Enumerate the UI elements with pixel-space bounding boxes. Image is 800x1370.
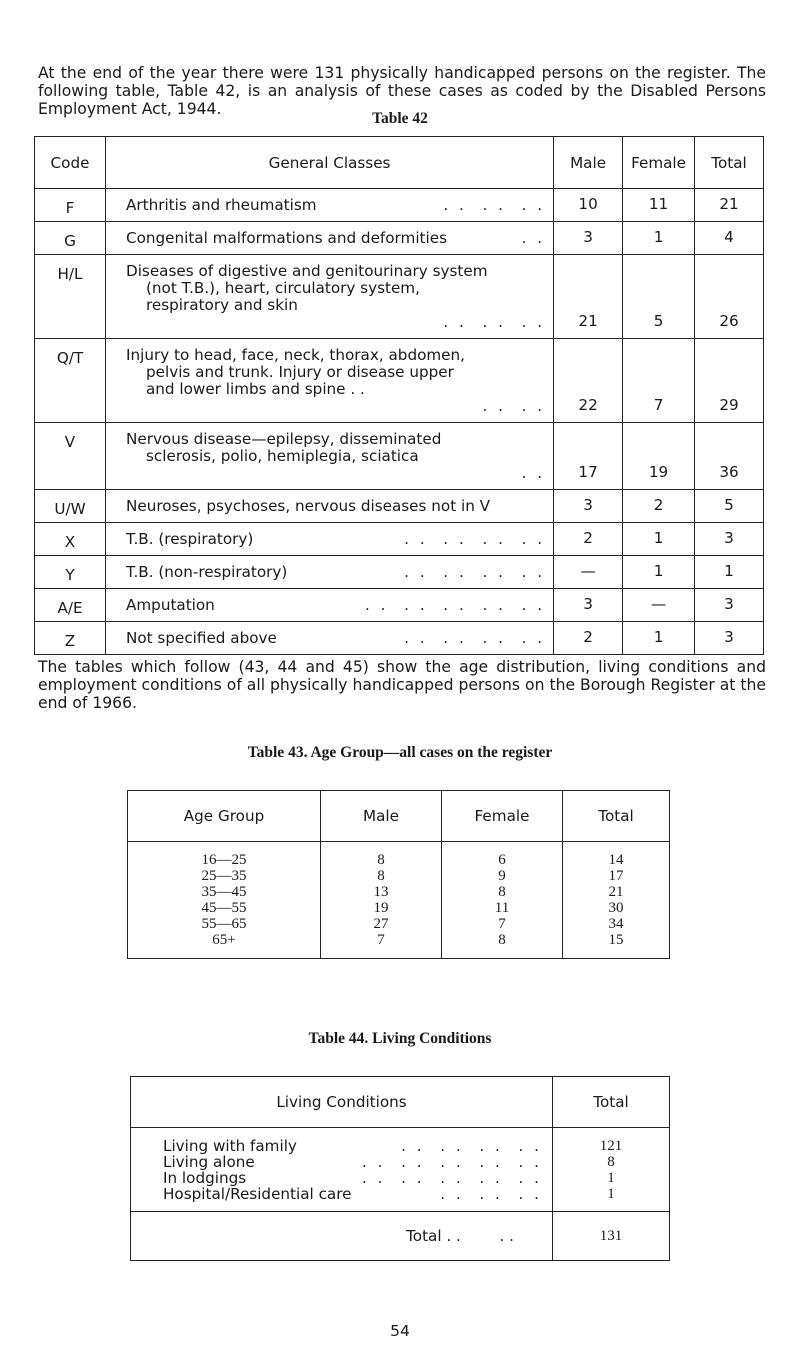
row-code: F	[35, 189, 106, 222]
col-header-general-classes: General Classes	[106, 137, 554, 189]
leader-dots: . . . . . . . . . .	[365, 596, 546, 614]
living-condition-cell	[131, 1170, 553, 1186]
leader-dots: . . . . . . . .	[401, 1137, 542, 1155]
total-cell: 34	[563, 916, 670, 932]
row-male: 22	[554, 339, 623, 423]
second-paragraph: The tables which follow (43, 44 and 45) show the age distribution, living conditions and employment conditions of all physically handicapped persons on the Borough Register at the end of 1966.	[38, 658, 766, 712]
leader-dots: . . . . . . . .	[404, 530, 546, 548]
row-general-class	[106, 423, 554, 490]
table42-header-row	[35, 137, 764, 189]
row-total: 3	[695, 523, 764, 556]
row-total: 26	[695, 255, 764, 339]
row-female: —	[623, 589, 695, 622]
row-code: Q/T	[35, 339, 106, 423]
age-group-cell: 45—55	[128, 900, 321, 916]
row-code: V	[35, 423, 106, 490]
table-row	[131, 1128, 670, 1155]
row-total: 29	[695, 339, 764, 423]
age-group-cell: 25—35	[128, 868, 321, 884]
leader-dots: . . . . . .	[440, 1185, 542, 1203]
row-total: 4	[695, 222, 764, 255]
table-row	[35, 339, 764, 423]
leader-dots: . .	[521, 464, 546, 482]
living-condition-label: Hospital/Residential care	[163, 1185, 352, 1203]
total-value: 131	[553, 1212, 670, 1261]
table-row	[35, 222, 764, 255]
class-text-line: pelvis and trunk. Injury or disease upper	[146, 363, 454, 381]
row-male: —	[554, 556, 623, 589]
class-text-line: respiratory and skin	[146, 296, 298, 314]
table-row	[35, 423, 764, 490]
living-condition-cell	[131, 1128, 553, 1155]
table-row	[128, 868, 670, 884]
row-male: 21	[554, 255, 623, 339]
col-header-age-group: Age Group	[128, 791, 321, 842]
class-text-line: Nervous disease—epilepsy, disseminated	[126, 430, 442, 448]
age-group-cell: 16—25	[128, 842, 321, 869]
row-code: U/W	[35, 490, 106, 523]
table-row	[131, 1154, 670, 1170]
leader-dots: . . . .	[482, 397, 546, 415]
row-female: 1	[623, 523, 695, 556]
table-row	[35, 523, 764, 556]
row-total: 21	[695, 189, 764, 222]
class-text-line: Diseases of digestive and genitourinary system	[126, 262, 488, 280]
row-male: 2	[554, 622, 623, 655]
living-condition-cell	[131, 1154, 553, 1170]
col-header-code: Code	[35, 137, 106, 189]
row-male: 3	[554, 589, 623, 622]
intro-paragraph: At the end of the year there were 131 physically handicapped persons on the register. The following table, Table 42, is an analysis of these cases as coded by the Disabled Persons Employment Act, 1944.	[38, 64, 766, 118]
total-cell: 30	[563, 900, 670, 916]
total-cell: 14	[563, 842, 670, 869]
table-row	[35, 589, 764, 622]
living-condition-cell	[131, 1186, 553, 1212]
table-42	[34, 136, 764, 655]
row-male: 10	[554, 189, 623, 222]
row-male: 2	[554, 523, 623, 556]
table-row	[128, 884, 670, 900]
col-header-female: Female	[442, 791, 563, 842]
female-cell: 11	[442, 900, 563, 916]
table-44	[130, 1076, 670, 1261]
male-cell: 8	[321, 842, 442, 869]
total-cell: 8	[553, 1154, 670, 1170]
row-total: 3	[695, 622, 764, 655]
leader-dots: . .	[521, 229, 546, 247]
male-cell: 7	[321, 932, 442, 959]
class-text-line: (not T.B.), heart, circulatory system,	[146, 279, 420, 297]
row-general-class	[106, 255, 554, 339]
leader-dots: . . . . . . . .	[404, 563, 546, 581]
female-cell: 9	[442, 868, 563, 884]
class-text-line: sclerosis, polio, hemiplegia, sciatica	[146, 447, 419, 465]
male-cell: 8	[321, 868, 442, 884]
table-row	[35, 255, 764, 339]
table44-total-row	[131, 1212, 670, 1261]
col-header-living-conditions: Living Conditions	[131, 1077, 553, 1128]
row-code: G	[35, 222, 106, 255]
col-header-total: Total	[695, 137, 764, 189]
living-condition-label: Living with family	[163, 1137, 297, 1155]
table-row	[35, 490, 764, 523]
table43-title: Table 43. Age Group—all cases on the register	[247, 744, 553, 761]
row-female: 1	[623, 222, 695, 255]
female-cell: 8	[442, 884, 563, 900]
leader-dots: . . . . . . . .	[404, 629, 546, 647]
row-general-class	[106, 189, 554, 222]
class-text-line: T.B. (respiratory)	[126, 530, 254, 548]
col-header-female: Female	[623, 137, 695, 189]
table-row	[128, 842, 670, 869]
page-number: 54	[390, 1322, 410, 1340]
table-row	[128, 900, 670, 916]
row-female: 11	[623, 189, 695, 222]
table-row	[35, 622, 764, 655]
row-female: 5	[623, 255, 695, 339]
row-code: X	[35, 523, 106, 556]
living-condition-label: Living alone	[163, 1153, 255, 1171]
total-cell: 21	[563, 884, 670, 900]
row-female: 19	[623, 423, 695, 490]
female-cell: 8	[442, 932, 563, 959]
row-code: H/L	[35, 255, 106, 339]
female-cell: 7	[442, 916, 563, 932]
table-row	[131, 1186, 670, 1212]
row-female: 1	[623, 556, 695, 589]
total-cell: 1	[553, 1170, 670, 1186]
row-female: 7	[623, 339, 695, 423]
male-cell: 13	[321, 884, 442, 900]
col-header-total: Total	[563, 791, 670, 842]
male-cell: 19	[321, 900, 442, 916]
class-text-line: Neuroses, psychoses, nervous diseases not in V	[126, 497, 491, 515]
row-male: 17	[554, 423, 623, 490]
table-row	[128, 932, 670, 959]
row-general-class	[106, 222, 554, 255]
row-code: Z	[35, 622, 106, 655]
class-text-line: T.B. (non-respiratory)	[126, 563, 288, 581]
row-general-class	[106, 339, 554, 423]
living-condition-label: In lodgings	[163, 1169, 247, 1187]
row-general-class	[106, 589, 554, 622]
col-header-male: Male	[321, 791, 442, 842]
row-general-class	[106, 622, 554, 655]
table42-title: Table 42	[372, 110, 428, 127]
leader-dots: . . . . . . . . . .	[361, 1153, 542, 1171]
col-header-male: Male	[554, 137, 623, 189]
class-text-line: and lower limbs and spine . .	[146, 380, 365, 398]
row-female: 2	[623, 490, 695, 523]
row-general-class	[106, 556, 554, 589]
total-cell: 17	[563, 868, 670, 884]
class-text-line: Congenital malformations and deformities	[126, 229, 447, 247]
row-code: Y	[35, 556, 106, 589]
row-total: 1	[695, 556, 764, 589]
row-male: 3	[554, 490, 623, 523]
table-43	[127, 790, 670, 959]
class-text-line: Not specified above	[126, 629, 277, 647]
age-group-cell: 55—65	[128, 916, 321, 932]
total-label: Total . . . .	[131, 1212, 553, 1261]
table43-header-row	[128, 791, 670, 842]
row-male: 3	[554, 222, 623, 255]
table-row	[131, 1170, 670, 1186]
row-total: 5	[695, 490, 764, 523]
table44-header-row	[131, 1077, 670, 1128]
table-row	[35, 556, 764, 589]
class-text-line: Arthritis and rheumatism	[126, 196, 317, 214]
total-cell: 1	[553, 1186, 670, 1212]
class-text-line: Amputation	[126, 596, 215, 614]
row-general-class	[106, 490, 554, 523]
table-row	[128, 916, 670, 932]
age-group-cell: 35—45	[128, 884, 321, 900]
row-total: 36	[695, 423, 764, 490]
row-female: 1	[623, 622, 695, 655]
leader-dots: . . . . . .	[443, 196, 546, 214]
col-header-total: Total	[553, 1077, 670, 1128]
age-group-cell: 65+	[128, 932, 321, 959]
total-cell: 15	[563, 932, 670, 959]
leader-dots: . . . . . . . . . .	[361, 1169, 542, 1187]
row-total: 3	[695, 589, 764, 622]
leader-dots: . . . . . .	[443, 313, 546, 331]
female-cell: 6	[442, 842, 563, 869]
male-cell: 27	[321, 916, 442, 932]
table44-title: Table 44. Living Conditions	[308, 1030, 492, 1047]
row-general-class	[106, 523, 554, 556]
total-cell: 121	[553, 1128, 670, 1155]
class-text-line: Injury to head, face, neck, thorax, abdomen,	[126, 346, 465, 364]
table-row	[35, 189, 764, 222]
row-code: A/E	[35, 589, 106, 622]
